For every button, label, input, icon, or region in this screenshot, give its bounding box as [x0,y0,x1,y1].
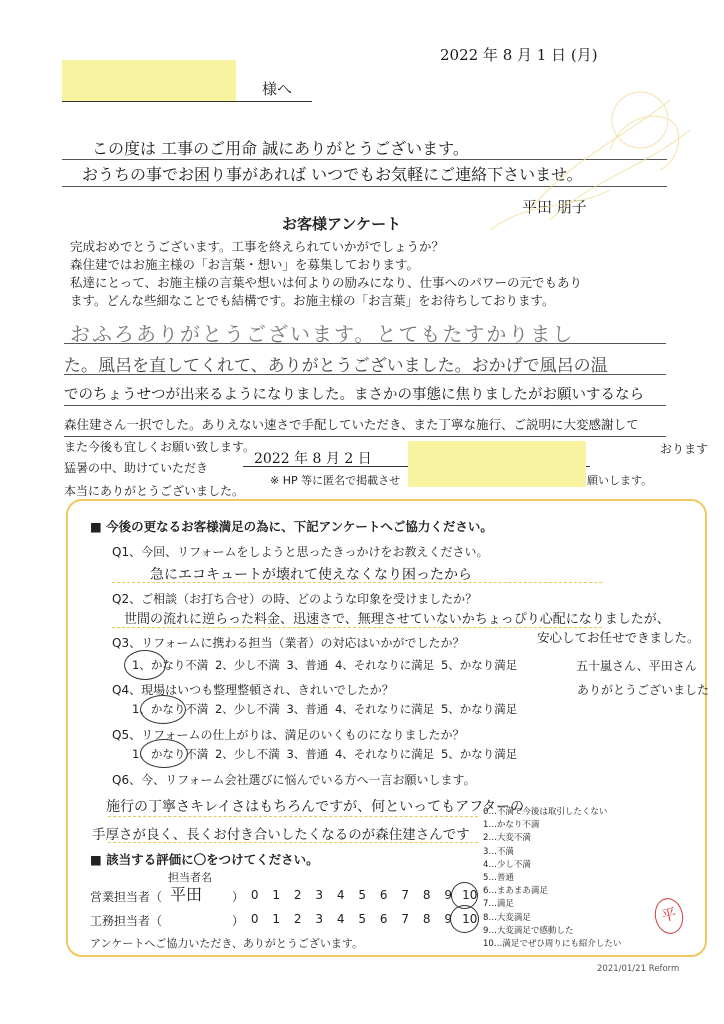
survey-intro [70,238,582,310]
scale-option[interactable]: 1、かなり不満 [132,747,209,761]
rating-heading: ■ 該当する評価に〇をつけてください。 [90,852,319,867]
comment-rule-3 [64,405,666,406]
decorative-watermark [470,60,710,240]
legend-item: 0…不満で今後は取引したくない [483,807,608,817]
scale-option[interactable]: 2、少し不満 [214,658,280,672]
score-digit[interactable]: 7 [401,888,410,902]
comment-line-6: おります [660,442,709,456]
q3-label: Q3、リフォームに携わる担当（業者）の対応はいかがでしたか？ [112,636,465,650]
q3-scale [132,657,517,673]
scale-option[interactable]: 4、それなりに満足 [334,658,435,672]
legend-item: 10…満足でぜひ周りにも紹介したい [483,938,622,949]
header-date: 2022 年 8 月 1 日 (月) [440,46,598,64]
customer-name-redacted [408,441,586,487]
scale-option[interactable]: 5、かなり満足 [440,747,518,761]
q6-answer-1: 施行の丁寧さキレイさはもちろんですが、何といってもアフターの [106,799,525,815]
legend-item: 7…満足 [483,899,514,910]
construction-score-circle [450,905,479,933]
scale-option[interactable]: 1、かなり不満 [132,658,209,672]
survey-intro-line: 森住建ではお施主様の「お言葉・想い」を募集しております。 [70,257,420,272]
comment-line-2: た。風呂を直してくれて、ありがとうございました。おかげで風呂の温 [64,356,608,376]
approval-stamp: 平 [652,895,687,936]
q2-answer-line [112,627,602,628]
legend-item: 9…大変満足で感動した [483,925,574,936]
q5-label: Q5、リフォームの仕上がりは、満足のいくものになりましたか？ [112,728,465,742]
scale-option[interactable]: 3、普通 [286,658,329,672]
q1-label: Q1、今回、リフォームをしようと思ったきっかけをお教えください。 [112,545,489,559]
score-digit[interactable]: 4 [336,888,345,902]
construction-label: 工務担当者（ [90,914,163,928]
hp-note-prefix: ※ HP 等に匿名で掲載させ [270,474,401,487]
survey-intro-line: ます。どんな些細なことでも結構です。お施主様の「お言葉」をお待ちしております。 [70,293,555,308]
sales-name: 平田 [170,885,203,904]
score-digit[interactable]: 6 [379,912,388,926]
q2-label: Q2、ご相談（お打ち合せ）の時、どのような印象を受けましたか？ [112,592,478,606]
hp-note-suffix: 願いします。 [587,474,653,487]
score-digit[interactable]: 9 [444,912,453,926]
rating-thanks: アンケートへご協力いただき、ありがとうございます。 [90,937,364,950]
score-digit[interactable]: 10 [462,912,478,926]
sales-label: 営業担当者（ [90,890,163,904]
survey-intro-line: 私達にとって、お施主様の言葉や想いは何よりの励みになり、仕事へのパワーの元でもあり [70,275,583,290]
message-line-2: おうちの事でお困り事があれば いつでもお気軽にご連絡下さいませ。 [82,165,583,184]
comment-line-8: 本当にありがとうございました。 [64,484,245,498]
q6-answer-line-2 [108,842,478,843]
scale-option[interactable]: 2、少し不満 [214,747,280,761]
survey-title: お客様アンケート [282,215,402,233]
score-digit[interactable]: 4 [336,912,345,926]
score-digit[interactable]: 2 [293,888,302,902]
score-digit[interactable]: 2 [293,912,302,926]
recipient-name-redacted [62,60,236,102]
q4-selection-circle [140,695,186,724]
message-line-1: この度は 工事のご用命 誠にありがとうございます。 [92,139,469,158]
legend-item: 2…大変不満 [483,833,531,844]
comment-rule-4 [64,436,666,437]
q2-answer-cont: 安心してお任せできました。 [537,630,700,645]
sales-close-paren: ） [232,890,245,904]
q4-label: Q4、現場はいつも整理整頓され、きれいでしたか？ [112,683,394,697]
score-digit[interactable]: 5 [358,912,367,926]
scale-option[interactable]: 5、かなり満足 [440,702,518,716]
comment-line-4: 森住建さん一択でした。ありえない速さで手配していただき、また丁寧な施行、ご説明に大変感謝して [64,417,639,432]
survey-date: 2022 年 8 月 2 日 [254,451,372,467]
sales-score-digits [244,888,481,902]
recipient-underline [62,101,312,102]
score-digit[interactable]: 7 [401,912,410,926]
scale-option[interactable]: 2、少し不満 [214,702,280,716]
legend-item: 4…少し不満 [483,859,531,870]
score-digit[interactable]: 10 [462,888,478,902]
staff-label: 担当者名 [168,871,212,884]
scale-option[interactable]: 3、普通 [286,747,329,761]
q6-label: Q6、今、リフォーム会社選びに悩んでいる方へ一言お願いします。 [112,773,476,787]
q1-answer-line [112,582,602,583]
q6-answer-2: 手厚さが良く、長くお付き合いしたくなるのが森住建さんです [92,827,470,843]
questionnaire-heading: ■ 今後の更なるお客様満足の為に、下記アンケートへご協力ください。 [90,519,493,534]
side-note-1: 五十嵐さん、平田さん [576,659,697,673]
comment-line-3: でのちょうせつが出来るようになりました。まさかの事態に焦りましたがお願いするなら [64,387,644,403]
q1-answer: 急にエコキュートが壊れて使えなくなり困ったから [150,567,472,583]
comment-line-7: 猛暑の中、助けていただき [64,461,209,475]
score-digit[interactable]: 0 [250,912,259,926]
q3-selection-circle [124,650,166,680]
score-digit[interactable]: 5 [358,888,367,902]
score-digit[interactable]: 8 [422,912,431,926]
message-signature: 平田 朋子 [522,198,587,216]
recipient-suffix: 様へ [262,80,293,98]
footer-code: 2021/01/21 Reform [597,964,680,974]
survey-intro-line: 完成おめでとうございます。工事を終えられていかがでしょうか？ [70,239,445,254]
scale-option[interactable]: 3、普通 [286,702,329,716]
legend-item: 5…普通 [483,872,514,883]
comment-line-5: また今後も宜しくお願い致します。 [64,440,256,454]
q6-answer-line-1 [108,816,478,817]
score-digit[interactable]: 3 [315,912,324,926]
q2-answer: 世間の流れに逆らった料金、迅速さで、無理させていないかちょっぴり心配になりましたが、 [124,612,670,627]
scale-option[interactable]: 4、それなりに満足 [334,747,435,761]
side-note-2: ありがとうございました [577,683,710,697]
score-digit[interactable]: 1 [272,888,281,902]
comment-line-1: おふろありがとうございます。とてもたすかりまし [70,322,575,346]
scale-option[interactable]: 1、かなり不満 [132,702,209,716]
score-digit[interactable]: 3 [315,888,324,902]
scale-option[interactable]: 5、かなり満足 [440,658,518,672]
score-digit[interactable]: 0 [250,888,259,902]
rating-legend [483,806,621,951]
score-digit[interactable]: 8 [422,888,431,902]
legend-item: 8…大変満足 [483,912,531,923]
legend-item: 6…まあまあ満足 [483,886,548,897]
score-digit[interactable]: 1 [272,912,281,926]
construction-score-digits [244,912,481,926]
score-digit[interactable]: 9 [444,888,453,902]
legend-item: 3…不満 [483,846,514,857]
legend-item: 1…かなり不満 [483,820,540,831]
construction-close-paren: ） [232,914,245,928]
scale-option[interactable]: 4、それなりに満足 [334,702,435,716]
q4-scale [132,701,517,717]
score-digit[interactable]: 6 [379,888,388,902]
q5-selection-circle [140,739,188,768]
q5-scale [132,746,517,762]
